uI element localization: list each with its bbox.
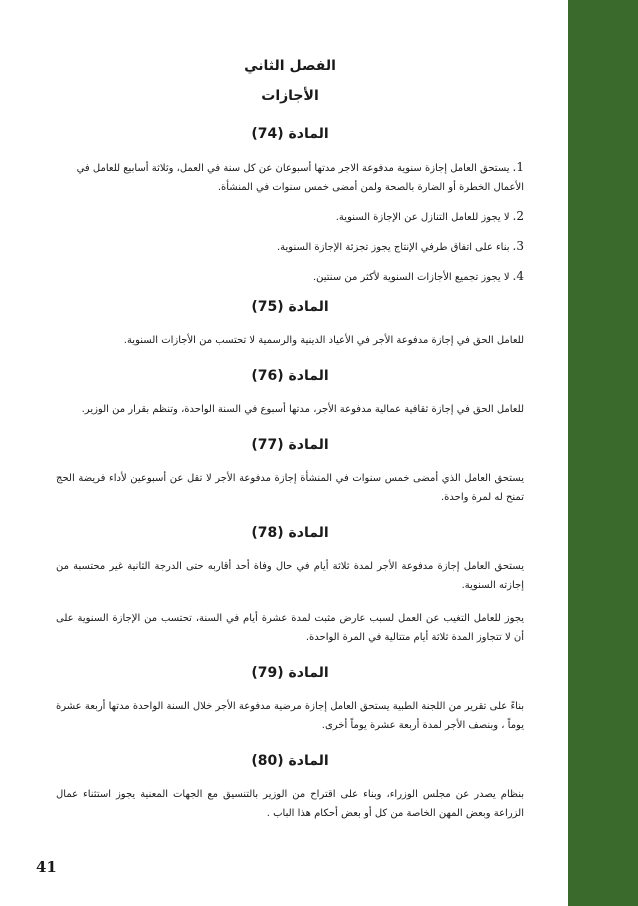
article-heading-79: المادة (79) [251, 665, 329, 681]
list-item [56, 158, 524, 197]
list-item [56, 267, 524, 287]
article-76-text: للعامل الحق في إجازة ثقافية عمالية مدفوعة الأجر، مدتها أسبوع في السنة الواحدة، وتنظم بقرار من الوزير. [81, 404, 524, 415]
item-number: 3. [512, 239, 524, 253]
item-number: 4. [512, 269, 524, 283]
item-text: لا يجوز تجميع الأجازات السنوية لأكثر من سنتين. [312, 272, 510, 283]
chapter-title: الفصل الثاني [244, 58, 336, 74]
item-number: 2. [512, 209, 524, 223]
list-item [56, 237, 524, 257]
article-75-text: للعامل الحق في إجازة مدفوعة الأجر في الأعياد الدينية والرسمية لا تحتسب من الأجازات السنوية. [123, 335, 524, 346]
item-text: لا يجوز للعامل التنازل عن الإجازة السنوية. [335, 212, 510, 223]
article-heading-75: المادة (75) [251, 299, 329, 315]
item-text: بناء على اتفاق طرفي الإنتاج يجوز تجزئة الإجازة السنوية. [276, 242, 510, 253]
list-item [56, 207, 524, 227]
page-number: 41 [36, 858, 57, 876]
article-heading-77: المادة (77) [251, 437, 329, 453]
article-74-items [56, 158, 524, 287]
article-heading-74: المادة (74) [251, 126, 329, 142]
article-78-text-2: يجوز للعامل التغيب عن العمل لسبب عارض مثبت لمدة عشرة أيام في السنة، تحتسب من الإجازة السنوية على أن لا تتجاوز المدة ثلاثة أيام متتالية في المرة الواحدة. [56, 613, 524, 643]
article-heading-80: المادة (80) [251, 753, 329, 769]
item-number: 1. [512, 160, 524, 174]
document-body [56, 58, 524, 837]
article-78-text-1: يستحق العامل إجازة مدفوعة الأجر لمدة ثلاثة أيام في حال وفاة أحد أقاربه حتى الدرجة الثانية غير محتسبة من إجازته السنوية. [56, 561, 524, 591]
article-80-text: بنظام يصدر عن مجلس الوزراء، وبناء على اقتراح من الوزير بالتنسيق مع الجهات المعنية يجوز استثناء عمال الزراعة وبعض المهن الخاصة من كل أو بعض أحكام هذا الباب . [56, 789, 524, 819]
chapter-subtitle: الأجازات [261, 88, 319, 104]
green-side-band [568, 0, 638, 906]
article-79-text: بناءً على تقرير من اللجنة الطبية يستحق العامل إجازة مرضية مدفوعة الأجر خلال السنة الواحدة مدتها أربعة عشرة يوماً ، وبنصف الأجر لمدة أربعة عشرة يوماً أخرى. [56, 701, 524, 731]
article-heading-76: المادة (76) [251, 368, 329, 384]
article-77-text: يستحق العامل الذي أمضى خمس سنوات في المنشأة إجازة مدفوعة الأجر لا تقل عن أسبوعين لأداء فريضة الحج تمنح له لمرة واحدة. [56, 473, 524, 503]
article-heading-78: المادة (78) [251, 525, 329, 541]
item-text: يستحق العامل إجازة سنوية مدفوعة الاجر مدتها أسبوعان عن كل سنة في العمل، وثلاثة أسابيع للعامل في الأعمال الخطرة أو الضارة بالصحة ولمن أمضى خمس سنوات في المنشأة. [76, 163, 524, 193]
